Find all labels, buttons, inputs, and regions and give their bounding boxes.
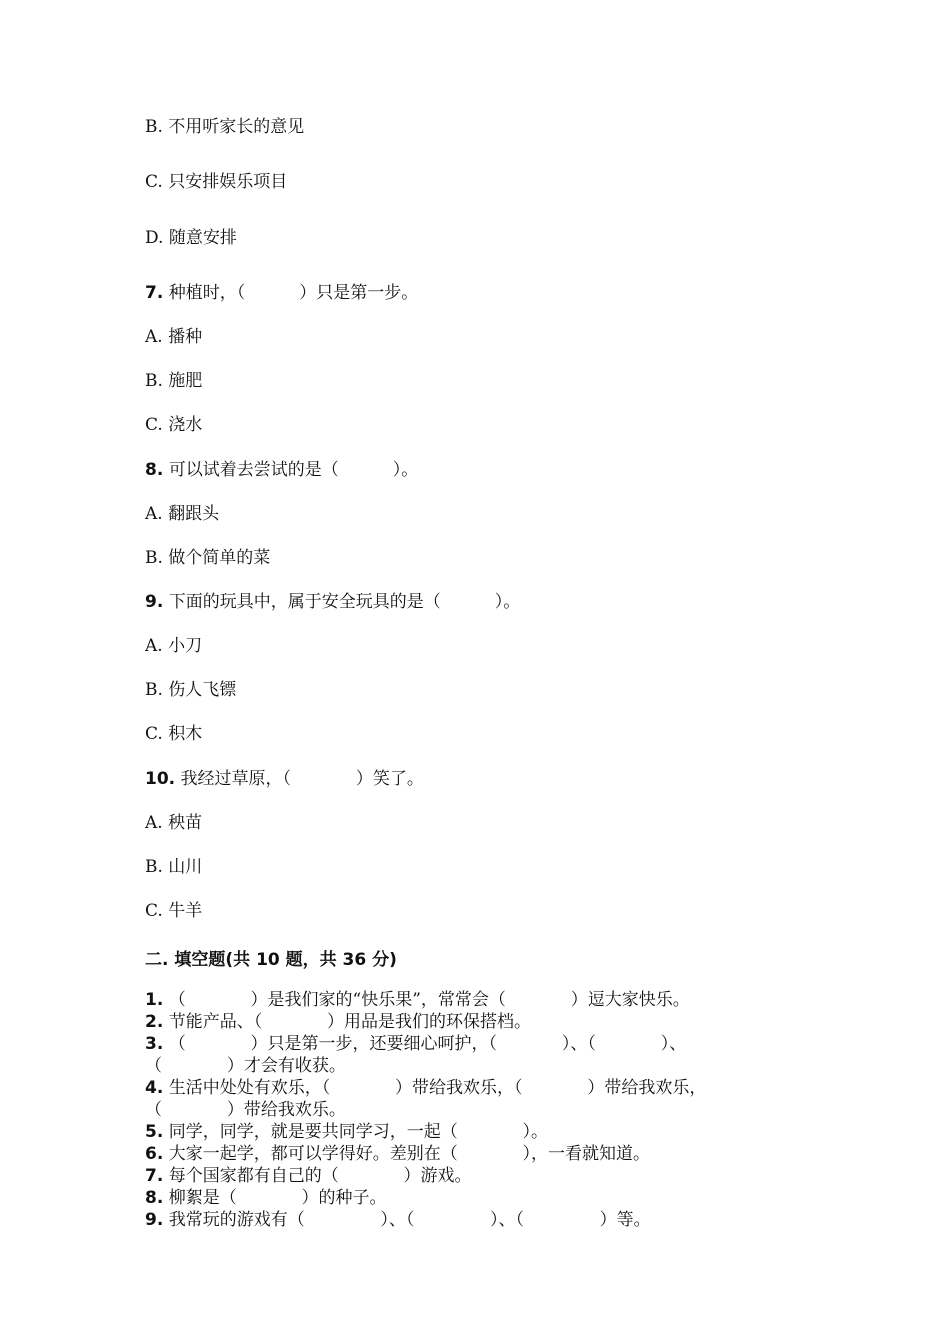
- fill-number: 3.: [145, 1034, 164, 1054]
- q7-option-c: C. 浇水: [145, 415, 203, 435]
- q6-option-c: C. 只安排娱乐项目: [145, 172, 288, 192]
- fill-number: 8.: [145, 1188, 164, 1208]
- fill-number: 5.: [145, 1122, 164, 1142]
- fill-number: 2.: [145, 1012, 164, 1032]
- fill-number: 9.: [145, 1210, 164, 1230]
- q10-option-b: B. 山川: [145, 857, 203, 877]
- q7-number: 7.: [145, 283, 164, 303]
- fill-number: 6.: [145, 1144, 164, 1164]
- q10-number: 10.: [145, 769, 176, 789]
- q8-text: 可以试着去尝试的是（ ）。: [163, 460, 419, 480]
- fill-number: 7.: [145, 1166, 164, 1186]
- q7-option-b: B. 施肥: [145, 371, 203, 391]
- q9-option-a: A. 小刀: [145, 636, 203, 656]
- q10-text: 我经过草原，（ ）笑了。: [175, 769, 424, 789]
- fill-text: （ ）只是第一步，还要细心呵护，（ ）、（ ）、: [163, 1034, 687, 1054]
- q7-option-a: A. 播种: [145, 327, 203, 347]
- q8-option-b: B. 做个简单的菜: [145, 548, 271, 568]
- section-2-title: 二. 填空题(共 10 题，共 36 分): [145, 950, 397, 970]
- fill-text: 节能产品、（ ）用品是我们的环保搭档。: [163, 1012, 532, 1032]
- fill-item-5: [145, 1121, 825, 1143]
- q7-stem: [145, 282, 825, 304]
- q9-text: 下面的玩具中，属于安全玩具的是（ ）。: [163, 592, 521, 612]
- fill-item-9: [145, 1209, 825, 1231]
- fill-item-4-cont: [145, 1099, 825, 1121]
- q6-option-d: D. 随意安排: [145, 228, 237, 248]
- fill-text: （ ）才会有收获。: [145, 1056, 346, 1076]
- q9-option-b: B. 伤人飞镖: [145, 680, 237, 700]
- q8-stem: [145, 459, 825, 481]
- fill-item-7: [145, 1165, 825, 1187]
- fill-item-1: [145, 989, 825, 1011]
- fill-item-6: [145, 1143, 825, 1165]
- q10-stem: [145, 768, 825, 790]
- q9-number: 9.: [145, 592, 164, 612]
- fill-text: （ ）是我们家的“快乐果”，常常会（ ）逗大家快乐。: [163, 990, 690, 1010]
- q6-option-b: B. 不用听家长的意见: [145, 117, 305, 137]
- fill-item-3-cont: [145, 1055, 825, 1077]
- fill-text: （ ）带给我欢乐。: [145, 1100, 346, 1120]
- fill-text: 生活中处处有欢乐，（ ）带给我欢乐，（ ）带给我欢乐，: [163, 1078, 707, 1098]
- fill-item-4: [145, 1077, 825, 1099]
- q9-stem: [145, 591, 825, 613]
- fill-text: 大家一起学，都可以学得好。差别在（ ），一看就知道。: [163, 1144, 651, 1164]
- fill-text: 每个国家都有自己的（ ）游戏。: [163, 1166, 472, 1186]
- fill-text: 柳絮是（ ）的种子。: [163, 1188, 387, 1208]
- fill-item-2: [145, 1011, 825, 1033]
- fill-item-8: [145, 1187, 825, 1209]
- q10-option-a: A. 秧苗: [145, 813, 203, 833]
- fill-text: 同学，同学，就是要共同学习，一起（ ）。: [163, 1122, 549, 1142]
- q7-text: 种植时，（ ）只是第一步。: [163, 283, 419, 303]
- fill-item-3: [145, 1033, 825, 1055]
- fill-number: 4.: [145, 1078, 164, 1098]
- q8-option-a: A. 翻跟头: [145, 504, 220, 524]
- q8-number: 8.: [145, 460, 164, 480]
- q10-option-c: C. 牛羊: [145, 901, 203, 921]
- q9-option-c: C. 积木: [145, 724, 203, 744]
- fill-text: 我常玩的游戏有（ ）、（ ）、（ ）等。: [163, 1210, 651, 1230]
- fill-number: 1.: [145, 990, 164, 1010]
